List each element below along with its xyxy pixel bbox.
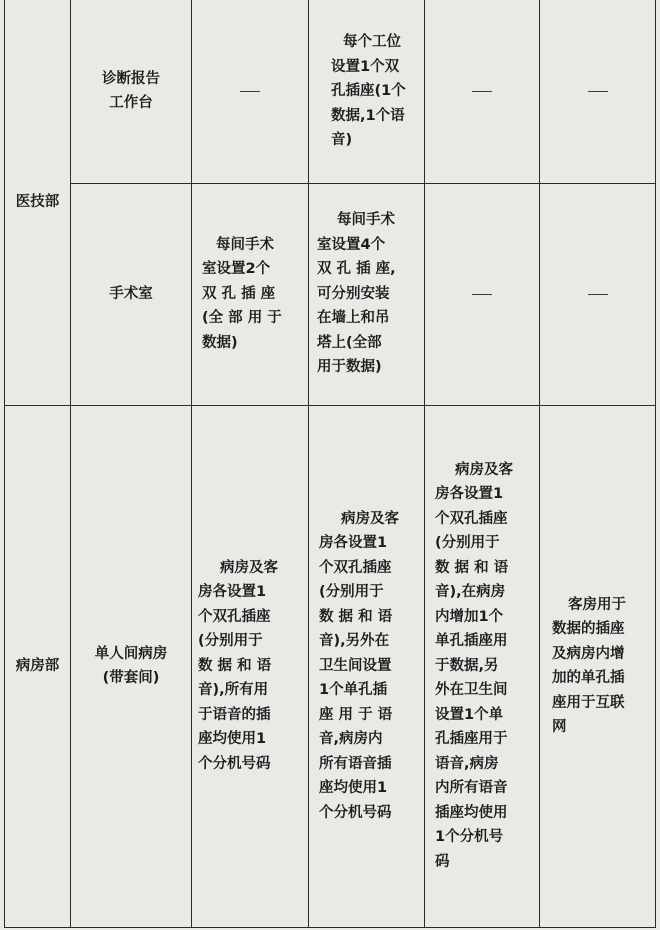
department-cell <box>5 0 71 405</box>
cell-line: 设置1个单 <box>435 706 504 723</box>
empty-dash <box>240 91 260 92</box>
empty-dash <box>588 294 608 295</box>
socket-config-table <box>4 0 656 928</box>
config-cell <box>192 183 309 405</box>
cell-line: 座均使用1 <box>319 780 388 797</box>
department-label: 医技部 <box>15 194 60 210</box>
room-label-line: 单人间病房 <box>94 645 168 662</box>
cell-line: (分别用于 <box>198 633 263 650</box>
cell-line: 病房及客 <box>341 510 399 527</box>
cell-line: 单孔插座用 <box>435 633 508 650</box>
cell-line: 加的单孔插 <box>552 670 625 686</box>
cell-line: 语音,病房 <box>435 755 499 772</box>
empty-dash <box>472 294 492 295</box>
room-label-line: 诊断报告 <box>102 70 160 87</box>
cell-line: 在墙上和吊 <box>317 310 390 327</box>
cell-line: (分别用于 <box>319 584 384 601</box>
cell-line: 数据的插座 <box>552 621 625 637</box>
cell-line: 于数据,另 <box>435 657 499 674</box>
cell-line: 每间手术 <box>337 212 395 229</box>
cell-line: 塔上(全部 <box>317 334 382 351</box>
dash-cell <box>540 0 656 183</box>
cell-line: 客房用于 <box>568 596 626 613</box>
cell-line: 个双孔插座 <box>198 608 271 625</box>
cell-line: (分别用于 <box>435 535 500 552</box>
cell-line: 室设置4个 <box>317 236 386 253</box>
cell-line: 数 据 和 语 <box>435 559 509 576</box>
cell-line: 房各设置1 <box>198 584 267 601</box>
cell-line: 于语音的插 <box>198 706 271 723</box>
dash-cell <box>425 183 540 405</box>
cell-line: 内增加1个 <box>435 608 504 625</box>
cell-line: 音) <box>331 132 353 148</box>
config-cell <box>540 405 656 927</box>
cell-line: 网 <box>552 719 567 735</box>
room-cell <box>71 0 192 183</box>
cell-line: 孔插座(1个 <box>331 83 406 99</box>
table-row <box>5 405 656 927</box>
room-cell <box>71 405 192 927</box>
room-label-line: (带套间) <box>102 670 160 686</box>
cell-line: 孔插座用于 <box>435 731 508 748</box>
cell-line: 室设置2个 <box>202 261 271 278</box>
room-label-line: 手术室 <box>109 285 153 302</box>
table-row <box>5 0 656 183</box>
config-cell <box>309 183 425 405</box>
room-cell <box>71 183 192 405</box>
config-cell <box>309 0 425 183</box>
cell-line: 所有语音插 <box>319 755 392 772</box>
cell-line: 双 孔 插 座, <box>317 261 396 278</box>
cell-line: 卫生间设置 <box>319 657 392 674</box>
cell-line: 个双孔插座 <box>435 510 508 527</box>
cell-line: 外在卫生间 <box>435 682 508 699</box>
cell-line: 数据) <box>202 334 238 351</box>
dash-cell <box>192 0 309 183</box>
cell-line: 1个分机号 <box>435 829 504 846</box>
cell-line: 插座均使用 <box>435 804 508 821</box>
cell-line: 座 用 于 语 <box>319 706 393 723</box>
cell-line: 音,病房内 <box>319 731 383 748</box>
config-cell <box>309 405 425 927</box>
config-cell <box>425 405 540 927</box>
dash-cell <box>425 0 540 183</box>
cell-line: 音),所有用 <box>198 682 269 699</box>
cell-line: 码 <box>435 853 450 870</box>
cell-line: 数 据 和 语 <box>319 608 393 625</box>
cell-line: 座均使用1 <box>198 731 267 748</box>
department-label: 病房部 <box>15 657 60 674</box>
cell-line: 个分机号码 <box>319 804 392 821</box>
cell-line: 数 据 和 语 <box>198 657 272 674</box>
empty-dash <box>472 91 492 92</box>
cell-line: 个分机号码 <box>198 755 271 772</box>
cell-line: 病房及客 <box>220 559 278 576</box>
cell-line: 可分别安装 <box>317 285 390 302</box>
cell-line: 每间手术 <box>216 236 274 253</box>
cell-line: 音),在病房 <box>435 584 506 601</box>
cell-line: 设置1个双 <box>331 58 400 75</box>
table-row <box>5 183 656 405</box>
dash-cell <box>540 183 656 405</box>
cell-line: 内所有语音 <box>435 780 508 797</box>
cell-line: 个双孔插座 <box>319 559 392 576</box>
cell-line: 用于数据) <box>317 359 382 376</box>
cell-line: 房各设置1 <box>435 486 504 503</box>
empty-dash <box>588 91 608 92</box>
cell-line: (全 部 用 于 <box>202 310 282 327</box>
cell-line: 每个工位 <box>343 34 401 50</box>
cell-line: 数据,1个语 <box>331 107 405 124</box>
department-cell <box>5 405 71 927</box>
room-label-line: 工作台 <box>109 95 153 112</box>
cell-line: 病房及客 <box>455 461 513 478</box>
cell-line: 双 孔 插 座 <box>202 285 276 302</box>
cell-line: 座用于互联 <box>552 694 625 711</box>
cell-line: 1个单孔插 <box>319 682 388 699</box>
cell-line: 音),另外在 <box>319 633 390 650</box>
config-cell <box>192 405 309 927</box>
cell-line: 及病房内增 <box>552 645 625 662</box>
cell-line: 房各设置1 <box>319 535 388 552</box>
